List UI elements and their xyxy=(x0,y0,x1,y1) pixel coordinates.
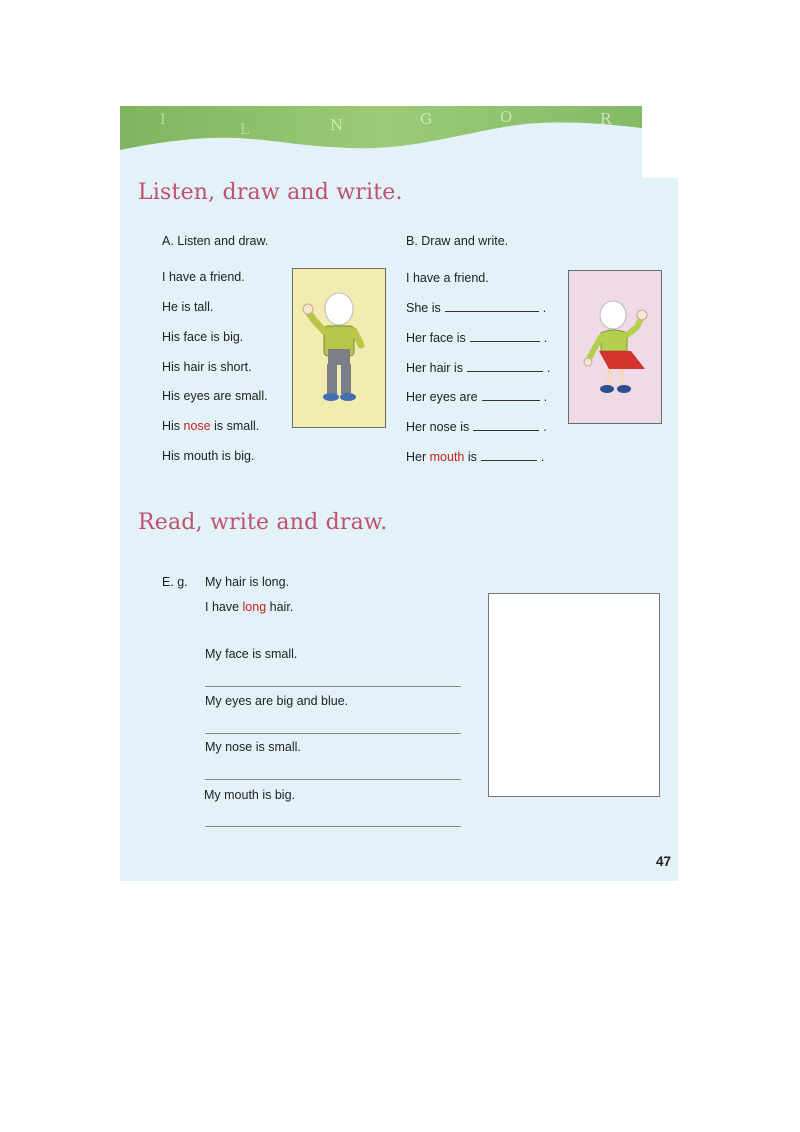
period: . xyxy=(540,450,545,464)
prompt-text: She is xyxy=(406,301,441,315)
banner-letter: L xyxy=(240,122,250,138)
prompt-text: Her hair is xyxy=(406,361,463,375)
highlight-word: nose xyxy=(183,419,211,433)
prompt-text: Her xyxy=(406,450,430,464)
fill-in-line xyxy=(406,390,547,404)
writing-line[interactable] xyxy=(205,686,461,687)
text-line: His face is big. xyxy=(162,330,244,344)
boy-figure-image xyxy=(293,269,385,427)
period: . xyxy=(543,390,548,404)
writing-line[interactable] xyxy=(205,779,461,780)
text-part: is small. xyxy=(210,419,260,433)
period: . xyxy=(543,331,548,345)
prompt-text: is xyxy=(464,450,477,464)
text-line: My eyes are big and blue. xyxy=(205,694,349,708)
text-line: His hair is short. xyxy=(162,360,252,374)
boy-figure-box xyxy=(292,268,386,428)
text-line: His mouth is big. xyxy=(162,449,255,463)
text-part: I have xyxy=(205,600,243,614)
text-part: hair. xyxy=(266,600,294,614)
page-number: 47 xyxy=(656,854,672,869)
text-line: My nose is small. xyxy=(205,740,301,754)
prompt-text: Her eyes are xyxy=(406,390,478,404)
banner-letter: N xyxy=(330,116,344,134)
answer-blank[interactable] xyxy=(481,459,537,461)
banner-decoration xyxy=(120,106,678,178)
text-line: My face is small. xyxy=(205,647,298,661)
period: . xyxy=(546,361,551,375)
text-line: I have a friend. xyxy=(162,270,245,284)
fill-in-line xyxy=(406,420,547,434)
text-line xyxy=(162,419,259,433)
fill-in-line xyxy=(406,361,550,375)
answer-blank[interactable] xyxy=(473,429,539,431)
banner-letter: I xyxy=(160,112,166,128)
fill-in-line xyxy=(406,301,546,315)
text-line: I have a friend. xyxy=(406,271,489,285)
highlight-word: long xyxy=(242,600,267,614)
part-b-label: B. Draw and write. xyxy=(406,234,509,248)
text-line: My hair is long. xyxy=(205,575,290,589)
fill-in-line xyxy=(406,331,547,345)
banner-letter: O xyxy=(500,108,513,126)
period: . xyxy=(543,420,547,434)
answer-blank[interactable] xyxy=(467,370,543,372)
writing-line[interactable] xyxy=(205,826,461,827)
banner-letter: G xyxy=(420,110,432,128)
section-title: Listen, draw and write. xyxy=(138,180,403,205)
eg-label: E. g. xyxy=(162,575,188,589)
girl-figure-image xyxy=(569,271,661,423)
text-line: His eyes are small. xyxy=(162,389,268,403)
answer-blank[interactable] xyxy=(482,399,540,401)
drawing-box[interactable] xyxy=(488,593,660,797)
writing-line[interactable] xyxy=(205,733,461,734)
highlight-word: mouth xyxy=(429,450,465,464)
section-title: Read, write and draw. xyxy=(138,510,388,535)
prompt-text: Her nose is xyxy=(406,420,470,434)
answer-blank[interactable] xyxy=(470,340,540,342)
fill-in-line xyxy=(406,450,544,464)
banner-letter: R xyxy=(600,110,612,128)
part-a-label: A. Listen and draw. xyxy=(162,234,269,248)
text-line: He is tall. xyxy=(162,300,214,314)
text-line: My mouth is big. xyxy=(204,788,296,802)
text-line xyxy=(205,600,293,614)
answer-blank[interactable] xyxy=(445,310,539,312)
girl-figure-box xyxy=(568,270,662,424)
prompt-text: Her face is xyxy=(406,331,466,345)
period: . xyxy=(542,301,547,315)
text-part: His xyxy=(162,419,184,433)
textbook-page xyxy=(120,106,678,881)
